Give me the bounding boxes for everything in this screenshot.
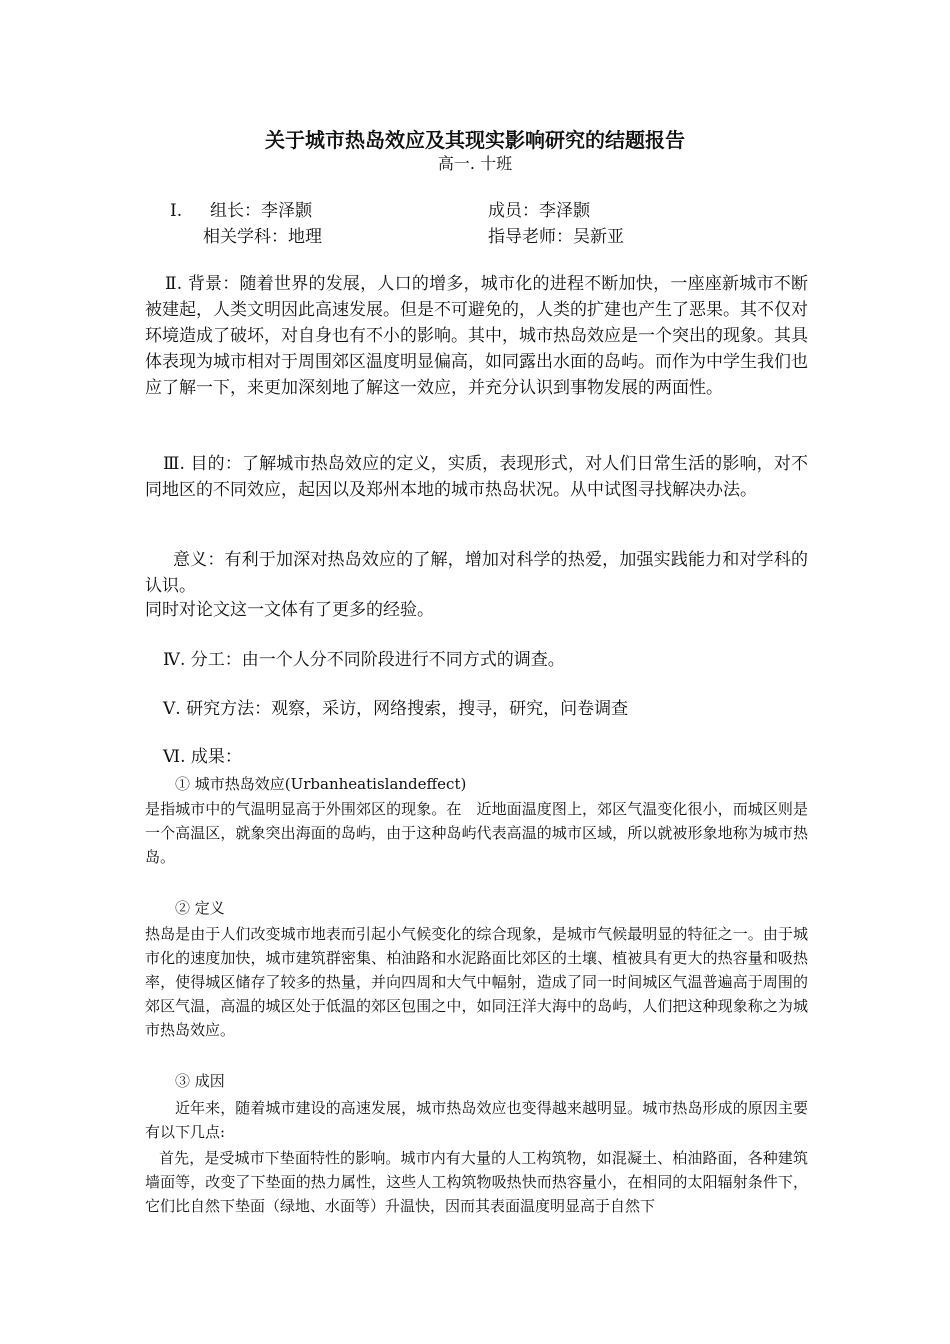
advisor: 指导老师：吴新亚 [488,227,624,247]
related-subject: 相关学科：地理 [203,227,322,247]
result-3-text-2: 首先，是受城市下垫面特性的影响。城市内有大量的人工构筑物，如混凝土、柏油路面，各种建筑墙面等，改变了下垫面的热力属性，这些人工构筑物吸热快而热容量小，在相同的太阳辐射条件下，它们比自然下垫面（绿地、水面等）升温快，因而其表面温度明显高于自然下 [145,1149,808,1215]
group-member: 成员：李泽颢 [488,201,590,221]
result-3-text-1: 近年来，随着城市建设的高速发展，城市热岛效应也变得越来越明显。城市热岛形成的原因主要有以下几点: [145,1099,808,1141]
section-significance-2: 同时对论文这一文体有了更多的经验。 [145,600,434,620]
result-1-heading: ① 城市热岛效应(Urbanheatislandeffect) [175,775,467,793]
info-number: Ⅰ. [170,201,183,221]
result-3-heading: ③ 成因 [175,1072,225,1090]
section-results: Ⅵ. 成果： [163,747,242,767]
group-leader: 组长：李泽颢 [210,201,312,221]
document-title: 关于城市热岛效应及其现实影响研究的结题报告 [265,128,685,152]
section-division: Ⅳ. 分工：由一个人分不同阶段进行不同方式的调查。 [163,650,565,670]
section-background: Ⅱ. 背景：随着世界的发展，人口的增多，城市化的进程不断加快，一座座新城市不断被建起，人类文明因此高速发展。但是不可避免的，人类的扩建也产生了恶果。其不仅对环境造成了破坏，对自身也有不小的影响。其中，城市热岛效应是一个突出的现象。其具体表现为城市相对于周围郊区温度明显偏高，如同露出水面的岛屿。而作为中学生我们也应了解一下，来更加深刻地了解这一效应，并充分认识到事物发展的两面性。 [145,274,808,398]
result-1-text: 是指城市中的气温明显高于外围郊区的现象。在 近地面温度图上，郊区气温变化很小，而城区则是一个高温区，就象突出海面的岛屿，由于这种岛屿代表高温的城市区域，所以就被形象地称为城市热岛。 [145,800,808,866]
result-2-heading: ② 定义 [175,899,225,917]
result-2-text: 热岛是由于人们改变城市地表而引起小气候变化的综合现象，是城市气候最明显的特征之一。由于城市化的速度加快，城市建筑群密集、柏油路和水泥路面比郊区的土壤、植被具有更大的热容量和吸热率，使得城区储存了较多的热量，并向四周和大气中幅射，造成了同一时间城区气温普遍高于周围的郊区气温，高温的城区处于低温的郊区包围之中，如同汪洋大海中的岛屿，人们把这种现象称之为城市热岛效应。 [145,925,808,1039]
document-subtitle: 高一. 十班 [437,154,513,173]
section-significance: 意义：有利于加深对热岛效应的了解，增加对科学的热爱，加强实践能力和对学科的认识。 [145,550,808,596]
section-methods: Ⅴ. 研究方法：观察，采访，网络搜索，搜寻，研究，问卷调查 [163,699,629,719]
section-purpose: Ⅲ. 目的：了解城市热岛效应的定义，实质，表现形式，对人们日常生活的影响，对不同地区的不同效应，起因以及郑州本地的城市热岛状况。从中试图寻找解决办法。 [145,454,808,500]
